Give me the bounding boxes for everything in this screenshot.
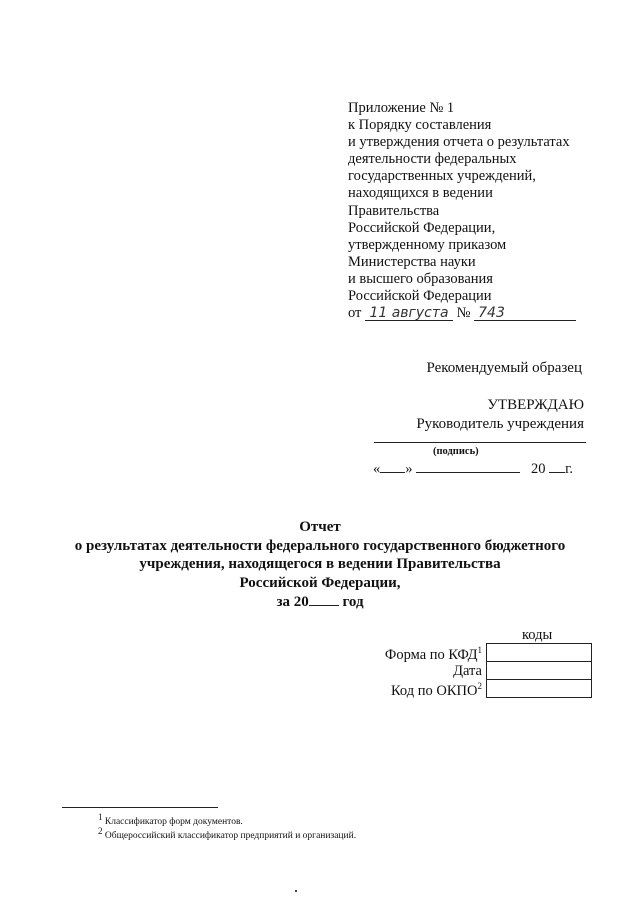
approve-heading: УТВЕРЖДАЮ xyxy=(487,397,584,413)
appendix-line: деятельности федеральных xyxy=(348,151,517,168)
appendix-line: к Порядку составления xyxy=(348,117,492,134)
title-line: Российской Федерации, xyxy=(239,574,401,591)
appendix-line: Министерства науки xyxy=(348,253,476,270)
recommended-sample-label: Рекомендуемый образец xyxy=(426,360,582,376)
appendix-line: и высшего образования xyxy=(348,270,493,287)
codes-table xyxy=(486,643,592,698)
title-line: о результатах деятельности федерального государственного бюджетного xyxy=(74,537,566,554)
appendix-line: Российской Федерации xyxy=(348,288,492,305)
code-cell-okpo[interactable] xyxy=(487,680,592,698)
code-label-text: Код по ОКПО xyxy=(390,682,478,699)
title-year-line xyxy=(40,592,600,612)
appendix-header xyxy=(348,100,576,322)
appendix-line: Правительства xyxy=(348,202,440,219)
footnote-text: Классификатор форм документов. xyxy=(104,817,243,828)
appendix-line: утвержденному приказом xyxy=(348,236,507,253)
title-year-blank xyxy=(309,592,339,606)
footnote-ref: 1 xyxy=(477,645,482,655)
appendix-line: находящихся в ведении xyxy=(348,185,493,202)
codes-header: коды xyxy=(522,627,553,643)
footnote-mark: 2 xyxy=(98,826,103,836)
quote-close: » xyxy=(405,461,413,477)
approval-block xyxy=(416,396,584,434)
title-year-suffix: год xyxy=(342,594,364,610)
code-label-kfd xyxy=(385,645,482,664)
footnote-divider xyxy=(62,807,218,808)
handwritten-number: 743 xyxy=(474,306,576,321)
code-label-text: Форма по КФД xyxy=(384,646,478,663)
quote-open: « xyxy=(373,461,381,477)
year-blank xyxy=(549,459,565,473)
appendix-line: и утверждения отчета о результатах xyxy=(348,134,570,151)
title-line: учреждения, находящегося в ведении Правительства xyxy=(139,556,501,572)
appendix-line: Приложение № 1 xyxy=(348,100,455,116)
day-blank xyxy=(380,459,405,473)
code-label-date xyxy=(453,663,482,680)
number-prefix: № xyxy=(456,305,471,322)
code-cell-kfd[interactable] xyxy=(487,644,592,662)
footnote-1 xyxy=(98,812,243,827)
code-cell-date[interactable] xyxy=(487,662,592,680)
code-label-text: Дата xyxy=(453,663,482,679)
code-label-okpo xyxy=(391,681,482,700)
footnote-ref: 2 xyxy=(477,681,482,691)
approver-title: Руководитель учреждения xyxy=(416,416,584,432)
month-blank xyxy=(416,459,520,473)
title-line: Отчет xyxy=(299,519,341,535)
signature-caption: (подпись) xyxy=(433,446,479,457)
year-suffix: г. xyxy=(565,461,574,477)
approval-date-line xyxy=(373,459,573,478)
report-title xyxy=(40,518,600,612)
footnote-text: Общероссийский классификатор предприятий и организаций. xyxy=(104,831,357,842)
order-date-line xyxy=(348,305,576,322)
footnote-2 xyxy=(98,826,356,841)
scan-dot xyxy=(295,890,297,892)
signature-line xyxy=(374,442,586,443)
handwritten-date: 11 августа xyxy=(365,306,453,321)
title-year-prefix: за 20 xyxy=(276,594,309,610)
appendix-line: государственных учреждений, xyxy=(348,168,536,185)
year-prefix: 20 xyxy=(531,461,546,477)
footnote-mark: 1 xyxy=(98,812,103,822)
date-prefix: от xyxy=(348,305,362,322)
appendix-line: Российской Федерации, xyxy=(348,219,496,236)
